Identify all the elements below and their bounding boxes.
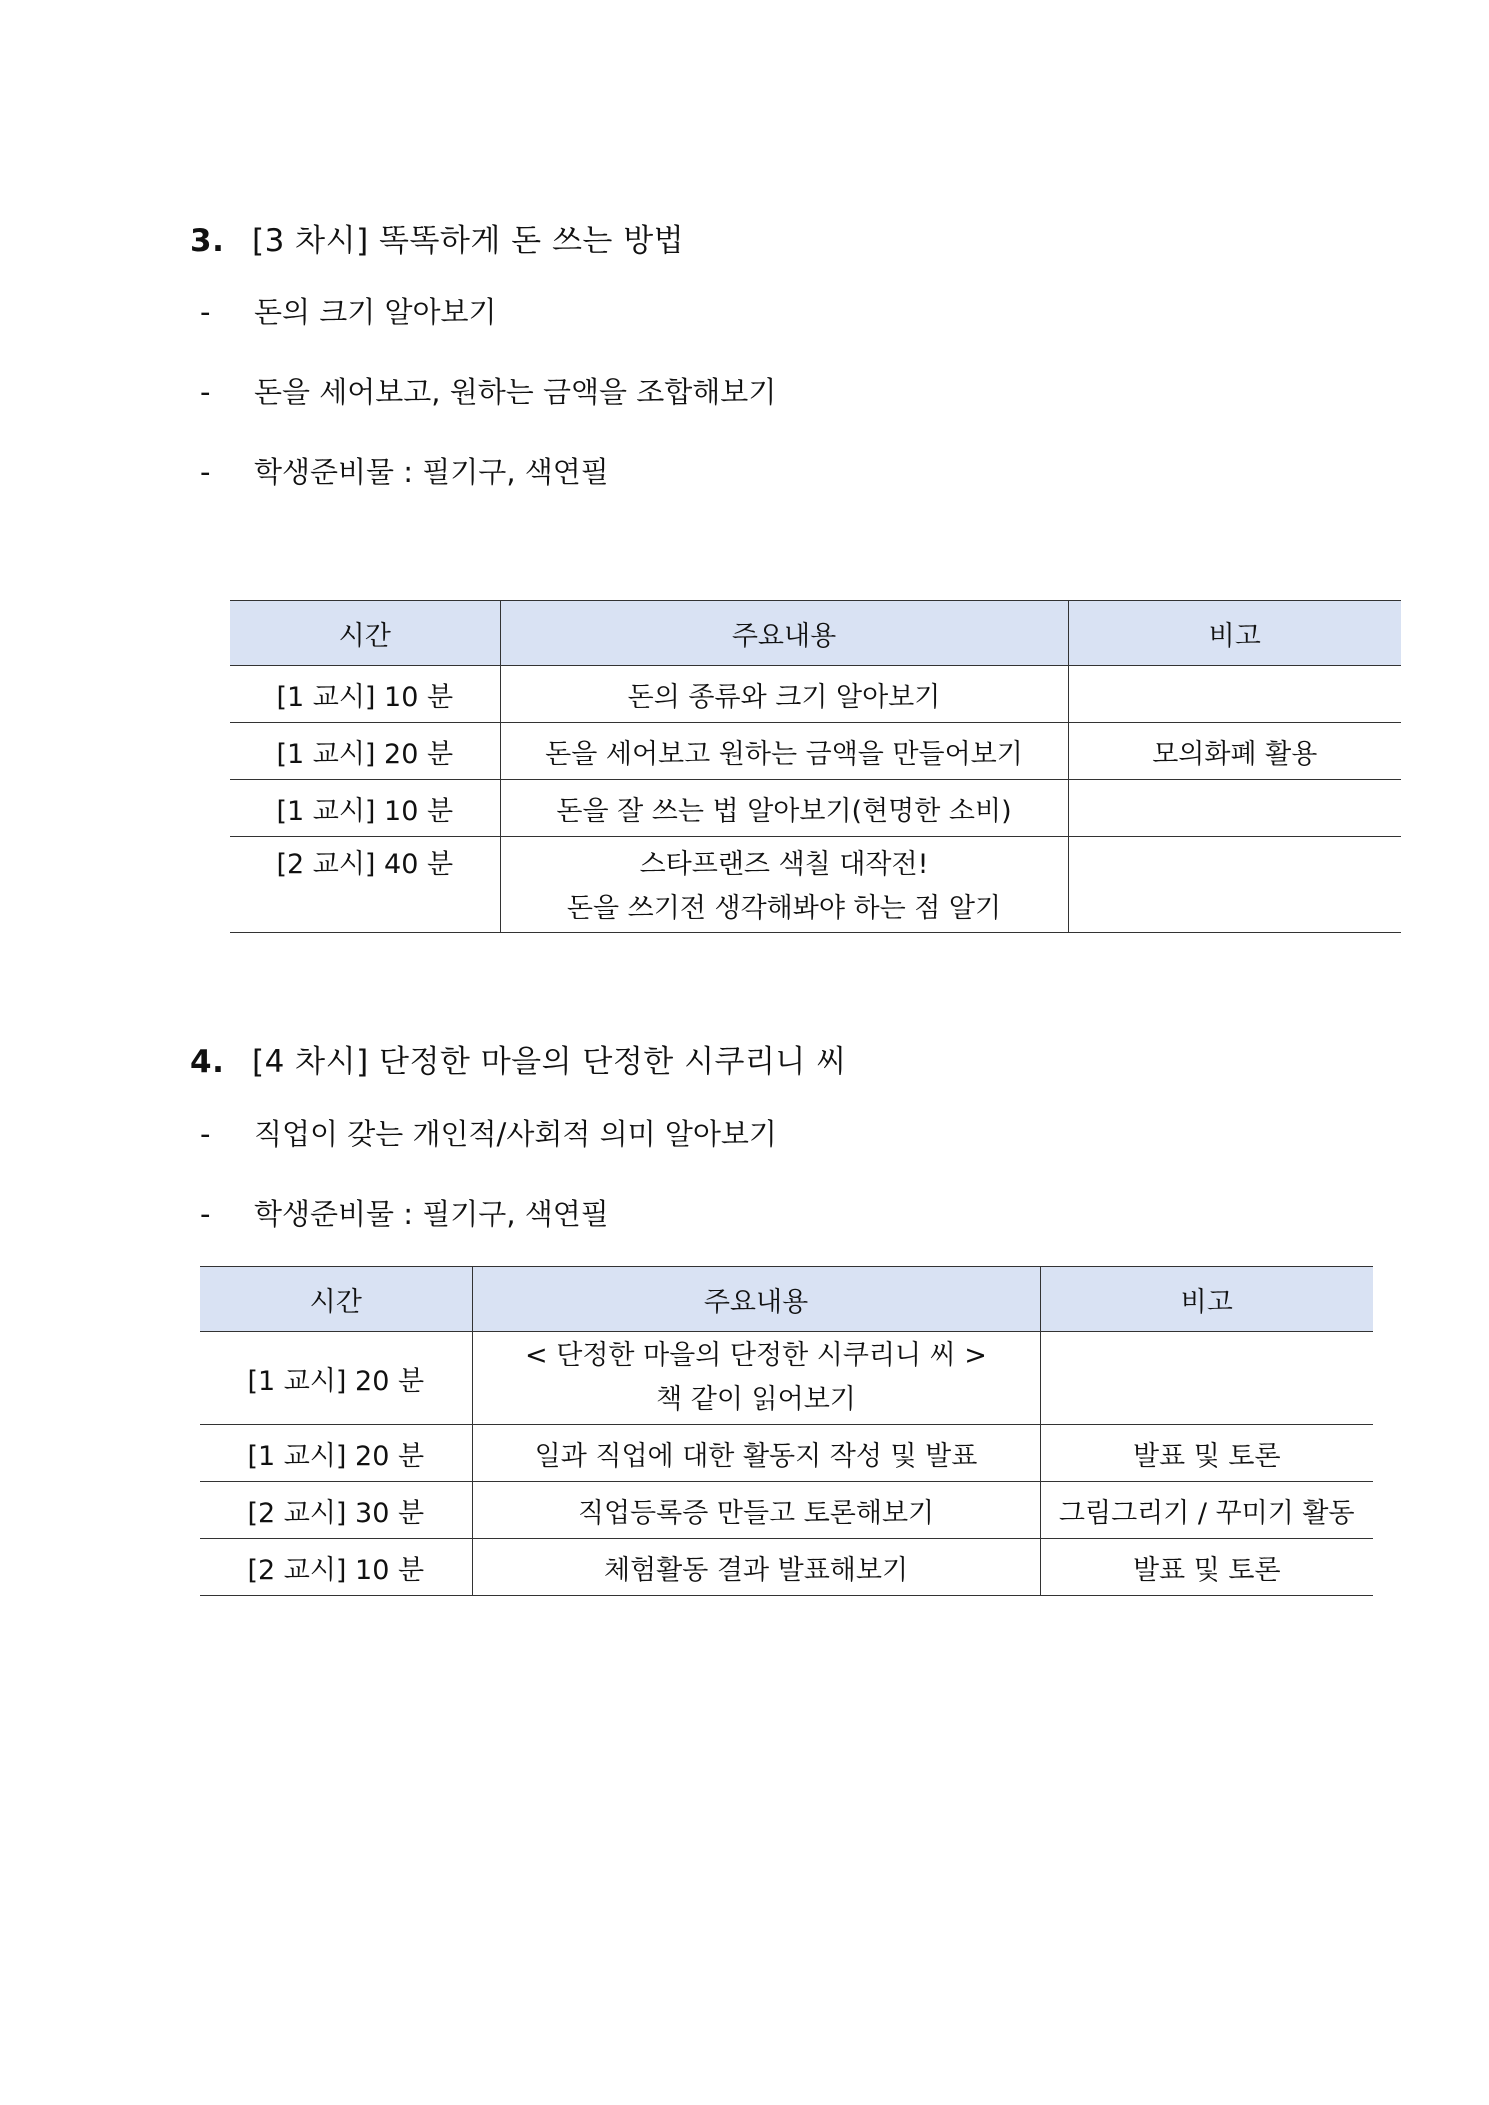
header-content: 주요내용 — [472, 1267, 1040, 1332]
table-row — [200, 1539, 1373, 1596]
note-cell — [1068, 780, 1401, 837]
section-3-bullet-2: - 돈을 세어보고, 원하는 금액을 조합해보기 — [200, 375, 777, 409]
section-3-bullet-1: - 돈의 크기 알아보기 — [200, 295, 497, 329]
time-cell: [1 교시] 10 분 — [230, 666, 500, 723]
content-cell: 돈의 종류와 크기 알아보기 — [500, 666, 1068, 723]
note-cell — [1068, 837, 1401, 933]
table-row — [200, 1332, 1373, 1425]
table-row — [200, 1482, 1373, 1539]
section-4-title: [4 차시] 단정한 마을의 단정한 시쿠리니 씨 — [252, 1044, 847, 1080]
note-cell — [1040, 1332, 1373, 1425]
section-4-schedule-table — [200, 1266, 1373, 1596]
note-cell: 발표 및 토론 — [1040, 1425, 1373, 1482]
time-cell: [2 교시] 40 분 — [230, 837, 500, 933]
table-row — [200, 1425, 1373, 1482]
header-time: 시간 — [230, 601, 500, 666]
content-cell: 스타프랜즈 색칠 대작전! 돈을 쓰기전 생각해봐야 하는 점 알기 — [500, 837, 1068, 933]
time-cell: [1 교시] 20 분 — [200, 1425, 472, 1482]
header-content: 주요내용 — [500, 601, 1068, 666]
time-cell: [2 교시] 10 분 — [200, 1539, 472, 1596]
table-row — [230, 780, 1401, 837]
header-note: 비고 — [1040, 1267, 1373, 1332]
time-cell: [1 교시] 20 분 — [200, 1332, 472, 1425]
section-4-bullet-1: - 직업이 갖는 개인적/사회적 의미 알아보기 — [200, 1117, 777, 1151]
section-4-bullet-2: - 학생준비물 : 필기구, 색연필 — [200, 1197, 609, 1231]
time-cell: [1 교시] 10 분 — [230, 780, 500, 837]
section-3-bullet-3: - 학생준비물 : 필기구, 색연필 — [200, 455, 609, 489]
section-3-number: 3. — [190, 223, 225, 259]
time-cell: [2 교시] 30 분 — [200, 1482, 472, 1539]
section-3-title: [3 차시] 똑똑하게 돈 쓰는 방법 — [252, 223, 685, 259]
table-header-row — [200, 1267, 1373, 1332]
header-time: 시간 — [200, 1267, 472, 1332]
time-cell: [1 교시] 20 분 — [230, 723, 500, 780]
table-header-row — [230, 601, 1401, 666]
content-cell: 일과 직업에 대한 활동지 작성 및 발표 — [472, 1425, 1040, 1482]
section-3-heading — [190, 215, 684, 260]
section-3-schedule-table — [230, 600, 1401, 933]
content-cell: 돈을 잘 쓰는 법 알아보기(현명한 소비) — [500, 780, 1068, 837]
table-row — [230, 666, 1401, 723]
content-cell: 돈을 세어보고 원하는 금액을 만들어보기 — [500, 723, 1068, 780]
note-cell — [1068, 666, 1401, 723]
table-row — [230, 837, 1401, 933]
header-note: 비고 — [1068, 601, 1401, 666]
table-row — [230, 723, 1401, 780]
note-cell: 발표 및 토론 — [1040, 1539, 1373, 1596]
content-cell: < 단정한 마을의 단정한 시쿠리니 씨 > 책 같이 읽어보기 — [472, 1332, 1040, 1425]
section-4-number: 4. — [190, 1044, 225, 1080]
section-4-heading — [190, 1036, 847, 1081]
content-cell: 직업등록증 만들고 토론해보기 — [472, 1482, 1040, 1539]
content-cell: 체험활동 결과 발표해보기 — [472, 1539, 1040, 1596]
note-cell: 모의화폐 활용 — [1068, 723, 1401, 780]
note-cell: 그림그리기 / 꾸미기 활동 — [1040, 1482, 1373, 1539]
